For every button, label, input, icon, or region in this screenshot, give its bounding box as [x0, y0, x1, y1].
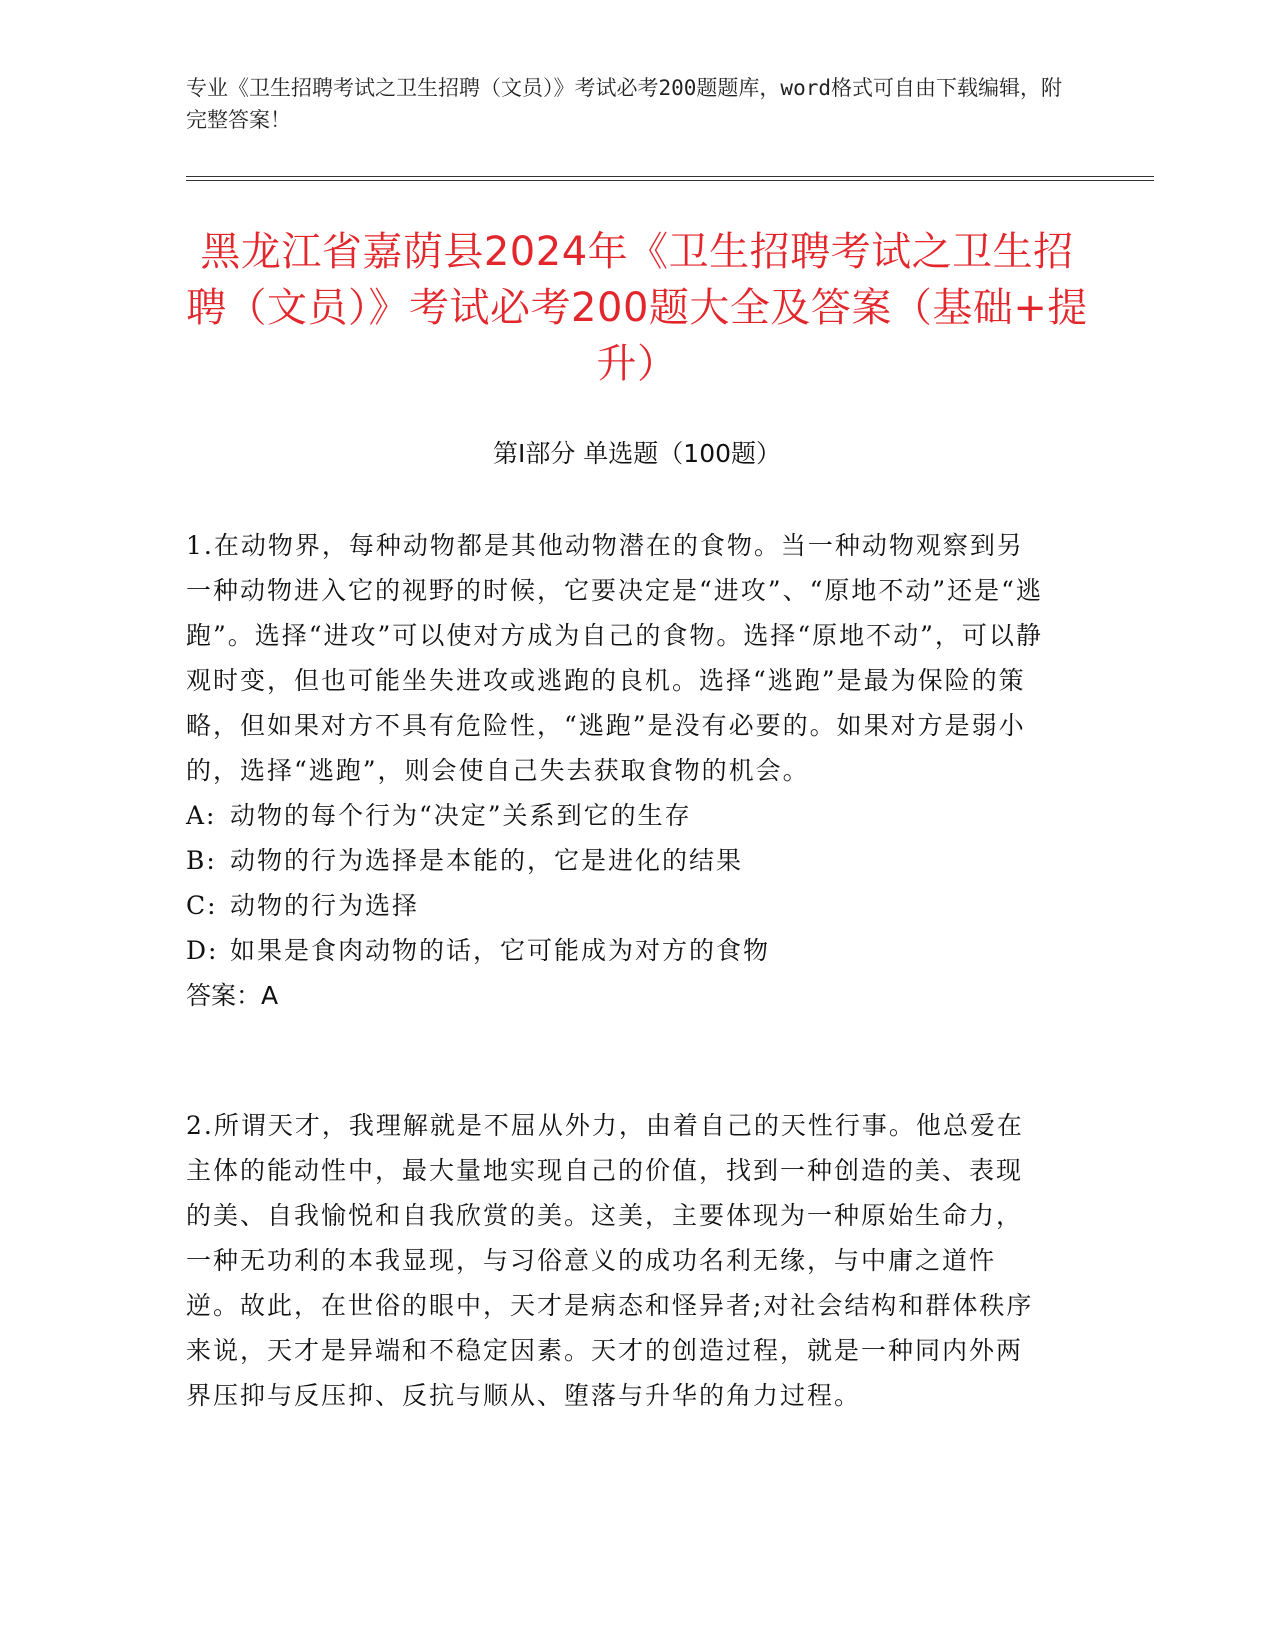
option-text: 如果是食肉动物的话，它可能成为对方的食物: [230, 936, 771, 965]
option-key: C:: [186, 891, 218, 920]
option-text: 动物的行为选择是本能的，它是进化的结果: [230, 846, 744, 875]
document-title: 黑龙江省嘉荫县2024年《卫生招聘考试之卫生招聘（文员）》考试必考200题大全及答案（基础+提升）: [186, 229, 1088, 387]
option-a: [186, 793, 1066, 838]
question-stem: 1.在动物界，每种动物都是其他动物潜在的食物。当一种动物观察到另一种动物进入它的视野的时候，它要决定是“进攻”、“原地不动”还是“逃跑”。选择“进攻”可以使对方成为自己的食物。选择“原地不动”，可以静观时变，但也可能坐失进攻或逃跑的良机。选择“逃跑”是最为保险的策略，但如果对方不具有危险性，“逃跑”是没有必要的。如果对方是弱小的，选择“逃跑”，则会使自己失去获取食物的机会。: [186, 531, 1043, 785]
option-b: [186, 838, 1066, 883]
question-2: [186, 1103, 1066, 1418]
option-key: D:: [186, 936, 219, 965]
question-1: [186, 523, 1066, 1018]
option-key: A:: [186, 801, 217, 830]
section-title: 第I部分 单选题（100题）: [492, 439, 782, 468]
question-stem: 2.所谓天才，我理解就是不屈从外力，由着自己的天性行事。他总爱在主体的能动性中，最大量地实现自己的价值，找到一种创造的美、表现的美、自我愉悦和自我欣赏的美。这美，主要体现为一种原始生命力，一种无功利的本我显现，与习俗意义的成功名利无缘，与中庸之道忤逆。故此，在世俗的眼中，天才是病态和怪异者;对社会结构和群体秩序来说，天才是异端和不稳定因素。天才的创造过程，就是一种同内外两界压抑与反压抑、反抗与顺从、堕落与升华的角力过程。: [186, 1111, 1034, 1410]
option-d: [186, 928, 1066, 973]
option-key: B:: [186, 846, 217, 875]
header-note: 专业《卫生招聘考试之卫生招聘（文员）》考试必考200题题库，word格式可自由下载编辑，附完整答案！: [186, 76, 1062, 132]
option-text: 动物的行为选择: [230, 891, 420, 920]
answer: 答案：A: [186, 981, 279, 1010]
option-c: [186, 883, 1066, 928]
option-text: 动物的每个行为“决定”关系到它的生存: [230, 801, 692, 830]
header-divider: [186, 176, 1154, 181]
